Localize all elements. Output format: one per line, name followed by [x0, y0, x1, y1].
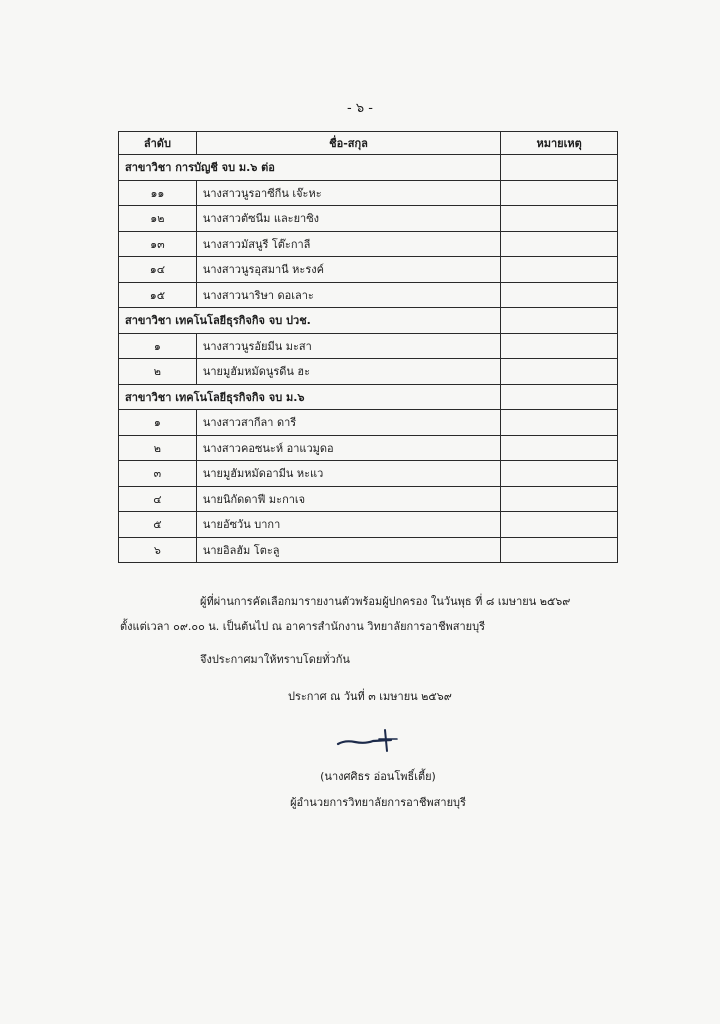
student-roster-table [118, 131, 618, 563]
name-cell: นายอิลฮัม โตะลู [196, 537, 500, 563]
section-label: สาขาวิชา การบัญชี จบ ม.๖ ต่อ [119, 155, 501, 181]
note-cell [501, 308, 618, 334]
signer-name: (นางศศิธร อ่อนโพธิ์เตี้ย) [320, 770, 436, 783]
order-cell: ๑๕ [119, 282, 197, 308]
table-row [119, 537, 618, 563]
table-row [119, 333, 618, 359]
signer-title: ผู้อำนวยการวิทยาลัยการอาชีพสายบุรี [290, 796, 466, 809]
header-note: หมายเหตุ [501, 132, 618, 155]
announcement-closing: จึงประกาศมาให้ทราบโดยทั่วกัน [200, 653, 350, 666]
table-header-row [119, 132, 618, 155]
note-cell [501, 231, 618, 257]
table-row [119, 282, 618, 308]
order-cell: ๒ [119, 359, 197, 385]
section-row [119, 384, 618, 410]
name-cell: นางสาวนูรอาซีกีน เจ๊ะหะ [196, 180, 500, 206]
note-cell [501, 435, 618, 461]
section-row [119, 308, 618, 334]
note-cell [501, 180, 618, 206]
table-row [119, 410, 618, 436]
name-cell: นางสาวนูรอัยมีน มะสา [196, 333, 500, 359]
table-row [119, 206, 618, 232]
note-cell [501, 257, 618, 283]
name-cell: นายนิกัดดาฟี มะกาเจ [196, 486, 500, 512]
page-number: - ๖ - [347, 101, 373, 116]
order-cell: ๕ [119, 512, 197, 538]
announcement-date: ประกาศ ณ วันที่ ๓ เมษายน ๒๕๖๙ [288, 690, 452, 703]
name-cell: นางสาวมัสนูรี โต๊ะกาลี [196, 231, 500, 257]
note-cell [501, 384, 618, 410]
name-cell: นางสาวนาริษา ดอเลาะ [196, 282, 500, 308]
order-cell: ๒ [119, 435, 197, 461]
name-cell: นายมูฮัมหมัดอามีน หะแว [196, 461, 500, 487]
order-cell: ๑ [119, 410, 197, 436]
name-cell: นางสาวสากีลา ดารี [196, 410, 500, 436]
table-row [119, 512, 618, 538]
order-cell: ๑๔ [119, 257, 197, 283]
order-cell: ๑๓ [119, 231, 197, 257]
section-label: สาขาวิชา เทคโนโลยีธุรกิจกิจ จบ ม.๖ [119, 384, 501, 410]
note-cell [501, 461, 618, 487]
header-order: ลำดับ [119, 132, 197, 155]
name-cell: นายมูฮัมหมัดนูรดีน ฮะ [196, 359, 500, 385]
order-cell: ๑๒ [119, 206, 197, 232]
order-cell: ๓ [119, 461, 197, 487]
note-cell [501, 155, 618, 181]
section-label: สาขาวิชา เทคโนโลยีธุรกิจกิจ จบ ปวช. [119, 308, 501, 334]
table-row [119, 257, 618, 283]
order-cell: ๔ [119, 486, 197, 512]
table-row [119, 180, 618, 206]
announcement-line-2: ตั้งแต่เวลา ๐๙.๐๐ น. เป็นต้นไป ณ อาคารสำนักงาน วิทยาลัยการอาชีพสายบุรี [120, 620, 486, 633]
note-cell [501, 410, 618, 436]
header-name: ชื่อ-สกุล [196, 132, 500, 155]
name-cell: นางสาวตัซนีม และยาซิง [196, 206, 500, 232]
name-cell: นายอัซวัน บากา [196, 512, 500, 538]
note-cell [501, 486, 618, 512]
note-cell [501, 512, 618, 538]
note-cell [501, 282, 618, 308]
note-cell [501, 333, 618, 359]
order-cell: ๑ [119, 333, 197, 359]
table-row [119, 435, 618, 461]
order-cell: ๖ [119, 537, 197, 563]
table-row [119, 461, 618, 487]
table-row [119, 359, 618, 385]
announcement-line-1: ผู้ที่ผ่านการคัดเลือกมารายงานตัวพร้อมผู้ปกครอง ในวันพุธ ที่ ๘ เมษายน ๒๕๖๙ [200, 595, 571, 608]
section-row [119, 155, 618, 181]
note-cell [501, 359, 618, 385]
handwritten-signature [335, 725, 407, 755]
name-cell: นางสาวคอซนะห์ อาแวมูดอ [196, 435, 500, 461]
note-cell [501, 206, 618, 232]
order-cell: ๑๑ [119, 180, 197, 206]
name-cell: นางสาวนูรอุสมานี หะรงค์ [196, 257, 500, 283]
note-cell [501, 537, 618, 563]
table-row [119, 231, 618, 257]
table-row [119, 486, 618, 512]
